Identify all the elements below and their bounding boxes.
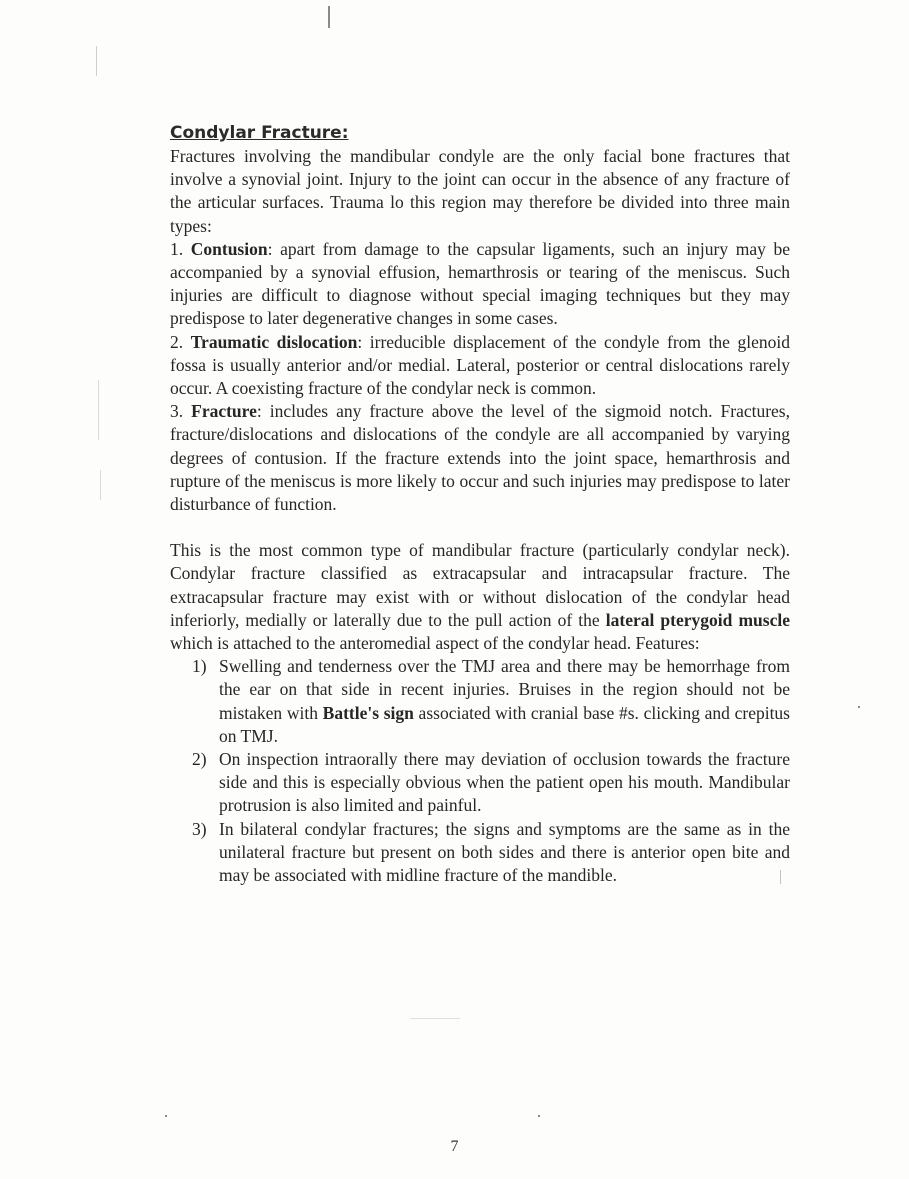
feature-text: In bilateral condylar fractures; the signs and symptoms are the same as in the unilateral fracture but present on both sides and there is anterior open bite and may be associated with midline fracture of the mandible. [219,818,790,886]
bold-term: lateral pterygoid muscle [605,609,790,630]
feature-number: 1) [192,656,207,677]
body-paragraph [170,539,790,655]
item-term: Contusion [190,238,268,259]
intro-paragraph: Fractures involving the mandibular condyle are the only facial bone fractures that involve a synovial joint. Injury to the joint can occur in the absence of any fracture of the articular surfaces. Trauma lo this region may therefore be divided into three main types: [170,146,790,236]
scan-mark [410,1018,460,1019]
scan-mark [100,470,101,500]
item-term: Fracture [191,401,257,422]
fracture-type-item [170,400,790,516]
item-number: 1. [170,238,184,259]
scan-mark [165,1115,167,1117]
paragraph-text: which is attached to the anteromedial aspect of the condylar head. Features: [170,633,700,654]
bold-term: Battle's sign [322,702,414,723]
feature-item [170,748,790,818]
item-text: : apart from damage to the capsular ligaments, such an injury may be accompanied by a synovial effusion, hemarthrosis or tearing of the meniscus. Such injuries are difficult to diagnose without special imaging techniques but they may predispose to later degenerative changes in some cases. [170,238,791,329]
paragraph-text: This is the most common type of mandibular fracture (particularly condylar neck). Condylar fracture classified as extracapsular and intracapsular fracture. The extracapsular fracture may exist with or without dislocation of the condylar head inferiorly, medially or laterally due to the pull action of the [170,540,790,630]
page-content [170,122,790,887]
feature-text: On inspection intraorally there may deviation of occlusion towards the fracture side and this is especially obvious when the patient open his mouth. Mandibular protrusion is also limited and painful. [219,749,790,816]
scan-mark [98,380,99,440]
fracture-type-item [170,331,790,401]
feature-number: 2) [192,749,207,770]
feature-number: 3) [192,818,207,839]
item-number: 3. [170,401,184,422]
fracture-type-item [170,238,790,331]
scan-mark [858,706,860,708]
paragraph-spacer [170,516,790,539]
feature-item [170,818,790,888]
item-number: 2. [170,331,184,352]
item-text: : irreducible displacement of the condyle from the glenoid fossa is usually anterior and/or medial. Lateral, posterior or central dislocations rarely occur. A coexisting fracture of the condylar neck is common. [170,331,790,399]
feature-text: associated with cranial base #s. clicking and crepitus on TMJ. [219,702,790,746]
item-term: Traumatic dislocation [190,331,358,352]
feature-item [170,655,790,748]
item-text: : includes any fracture above the level of the sigmoid notch. Fractures, fracture/dislocations and dislocations of the condyle are all accompanied by varying degrees of contusion. If the fracture extends into the joint space, hemarthrosis and rupture of the meniscus is more likely to occur and such injuries may predispose to later disturbance of function. [170,401,790,515]
scan-mark [96,46,97,76]
feature-text: Swelling and tenderness over the TMJ area and there may be hemorrhage from the ear on that side in recent injuries. Bruises in the region should not be mistaken with [219,656,790,723]
page-number: 7 [450,1138,459,1155]
features-list [170,655,790,887]
scan-mark [538,1115,540,1117]
scan-mark [328,6,330,28]
section-title: Condylar Fracture: [170,123,349,143]
